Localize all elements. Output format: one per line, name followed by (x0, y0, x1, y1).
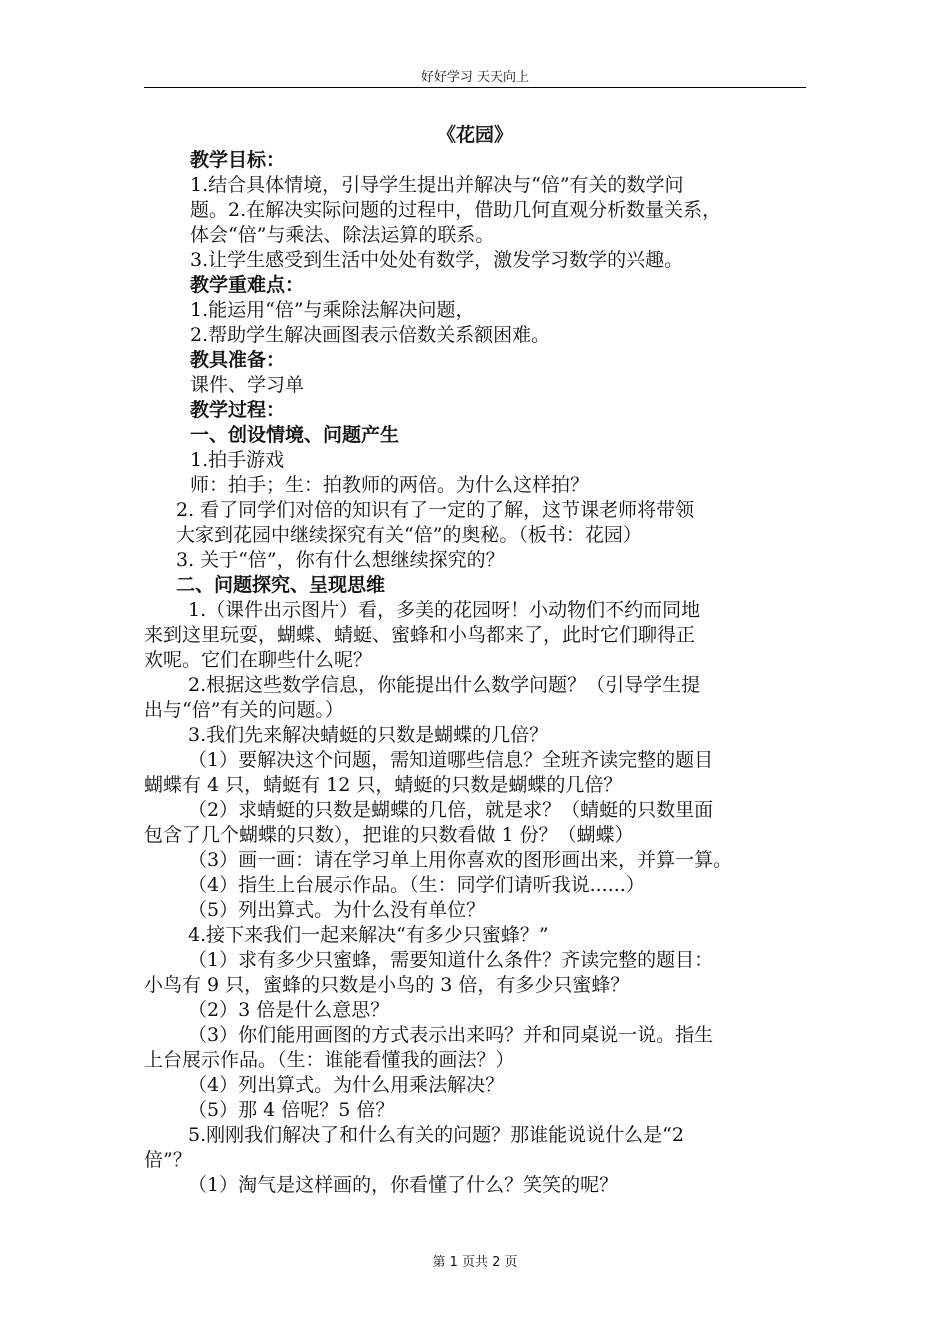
body-line: （5）那 4 倍呢？5 倍？ (188, 1099, 395, 1121)
body-line: 3.让学生感受到生活中处处有数学，激发学习数学的兴趣。 (190, 249, 684, 271)
body-line: 蝴蝶有 4 只，蜻蜓有 12 只，蜻蜓的只数是蝴蝶的几倍？ (144, 774, 623, 796)
body-line: （4）指生上台展示作品。（生：同学们请听我说......） (188, 874, 645, 896)
body-line: 1.（课件出示图片）看，多美的花园呀！小动物们不约而同地 (188, 599, 701, 621)
body-line: 倍”？ (144, 1149, 192, 1171)
section-heading: 教学过程： (190, 399, 286, 421)
section-heading: 二、问题探究、呈现思维 (176, 574, 386, 596)
body-line: （1）要解决这个问题，需知道哪些信息？全班齐读完整的题目 (188, 749, 714, 771)
body-line: 课件、学习单 (190, 374, 305, 396)
body-line: （3）你们能用画图的方式表示出来吗？并和同桌说一说。指生 (188, 1024, 714, 1046)
body-line: （1）淘气是这样画的，你看懂了什么？笑笑的呢？ (188, 1174, 619, 1196)
body-line: （4）列出算式。为什么用乘法解决？ (188, 1074, 505, 1096)
section-heading: 教具准备： (190, 349, 286, 371)
body-line: （5）列出算式。为什么没有单位？ (188, 899, 486, 921)
body-line: （2）3 倍是什么意思？ (188, 999, 390, 1021)
body-line: 5.刚刚我们解决了和什么有关的问题？那谁能说说什么是“2 (188, 1124, 684, 1146)
body-line: 3.我们先来解决蜻蜓的只数是蝴蝶的几倍？ (188, 724, 549, 746)
body-line: （2）求蜻蜓的只数是蝴蝶的几倍，就是求？（蜻蜓的只数里面 (188, 799, 714, 821)
page-header: 好好学习 天天向上 (420, 70, 530, 85)
body-line: 师：拍手；生：拍教师的两倍。为什么这样拍？ (190, 474, 590, 496)
body-line: 1.拍手游戏 (190, 449, 285, 471)
body-line: 4.接下来我们一起来解决“有多少只蜜蜂？” (188, 924, 549, 946)
document-title: 《花园》 (436, 124, 513, 146)
body-line: 包含了几个蝴蝶的只数），把谁的只数看做 1 份？（蝴蝶） (144, 824, 634, 846)
section-heading: 教学重难点： (190, 274, 305, 296)
header-divider (144, 87, 806, 88)
body-line: 上台展示作品。（生：谁能看懂我的画法？） (144, 1049, 515, 1071)
section-heading: 一、创设情境、问题产生 (190, 424, 400, 446)
body-line: 2.根据这些数学信息，你能提出什么数学问题？（引导学生提 (188, 674, 701, 696)
body-line: 2. 看了同学们对倍的知识有了一定的了解，这节课老师将带领 (176, 499, 695, 521)
section-heading: 教学目标： (190, 149, 286, 171)
body-line: 小鸟有 9 只，蜜蜂的只数是小鸟的 3 倍，有多少只蜜蜂？ (144, 974, 630, 996)
body-line: 大家到花园中继续探究有关“倍”的奥秘。（板书：花园） (176, 524, 642, 546)
body-line: 欢呢。它们在聊些什么呢？ (144, 649, 373, 671)
body-line: （1）求有多少只蜜蜂，需要知道什么条件？齐读完整的题目： (188, 949, 714, 971)
body-line: （3）画一画：请在学习单上用你喜欢的图形画出来，并算一算。 (188, 849, 733, 871)
body-line: 出与“倍”有关的问题。） (144, 699, 344, 721)
body-line: 体会“倍”与乘法、除法运算的联系。 (190, 224, 495, 246)
body-line: 题。2.在解决实际问题的过程中，借助几何直观分析数量关系， (190, 199, 722, 221)
document-body (144, 148, 810, 1198)
body-line: 来到这里玩耍，蝴蝶、蜻蜓、蜜蜂和小鸟都来了，此时它们聊得正 (144, 624, 696, 646)
page-footer: 第 1 页共 2 页 (432, 1255, 518, 1270)
body-line: 1.结合具体情境，引导学生提出并解决与“倍”有关的数学问 (190, 174, 684, 196)
body-line: 1.能运用“倍”与乘除法解决问题， (190, 299, 475, 321)
body-line: 2.帮助学生解决画图表示倍数关系额困难。 (190, 324, 551, 346)
body-line: 3. 关于“倍”，你有什么想继续探究的？ (176, 549, 505, 571)
